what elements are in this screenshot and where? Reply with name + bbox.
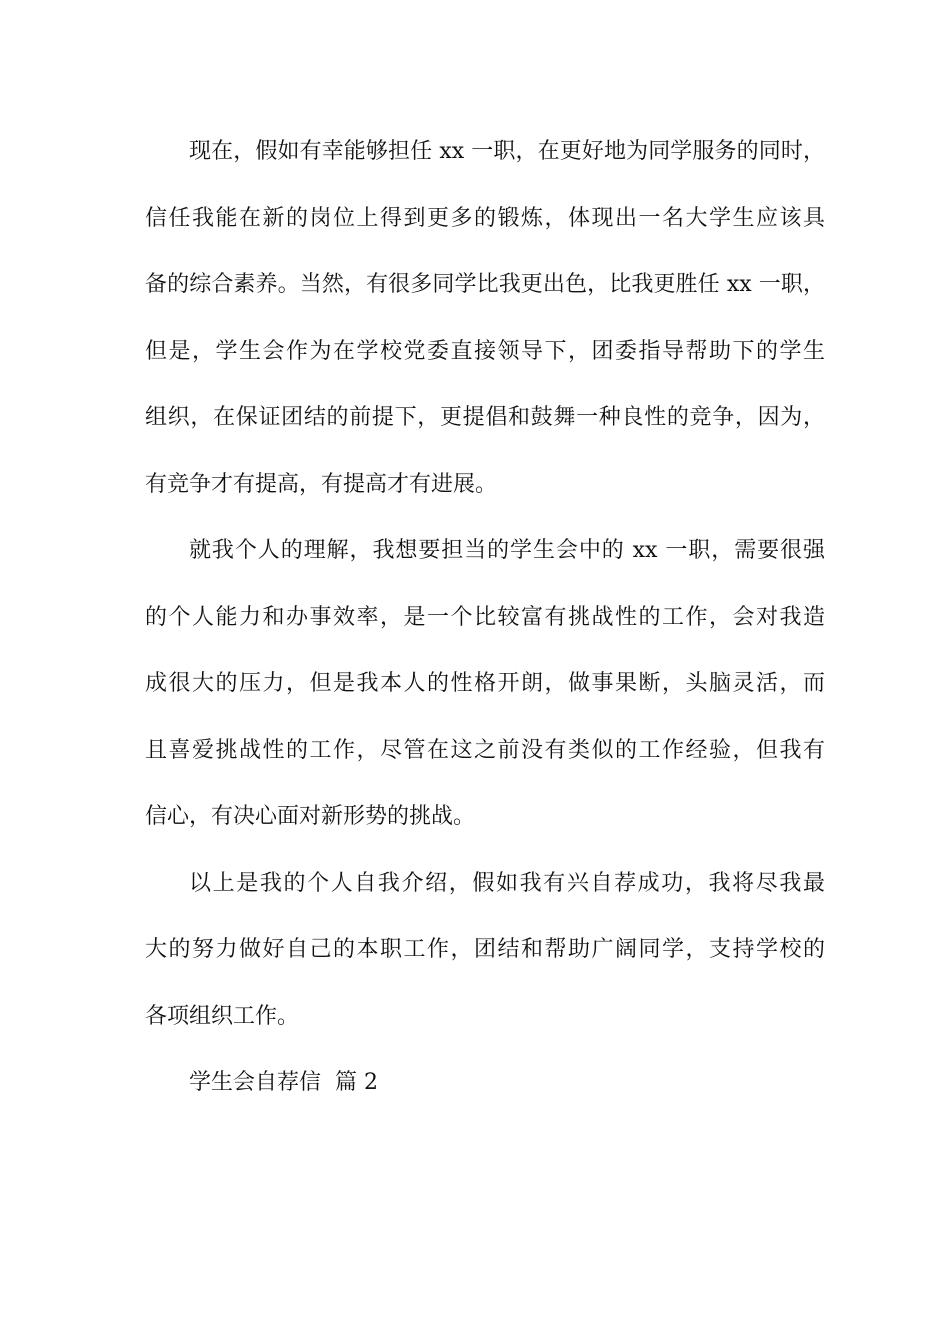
paragraph-line: 各项组织工作。 bbox=[145, 1003, 300, 1029]
document-body bbox=[145, 128, 825, 1126]
paragraph-line: 大的努力做好自己的本职工作，团结和帮助广阔同学，支持学校的 bbox=[145, 937, 825, 962]
paragraph-line: 现在，假如有幸能够担任 xx 一职，在更好地为同学服务的同时， bbox=[189, 139, 825, 164]
paragraph-line: 但是，学生会作为在学校党委直接领导下，团委指导帮助下的学生 bbox=[145, 338, 825, 364]
paragraph-line: 信任我能在新的岗位上得到更多的锻炼，体现出一名大学生应该具 bbox=[145, 205, 825, 231]
paragraph-line: 信心，有决心面对新形势的挑战。 bbox=[145, 804, 476, 829]
paragraph-line: 成很大的压力，但是我本人的性格开朗，做事果断，头脑灵活，而 bbox=[145, 671, 825, 696]
paragraph-line: 就我个人的理解，我想要担当的学生会中的 xx 一职，需要很强 bbox=[189, 538, 825, 563]
paragraph-line: 且喜爱挑战性的工作，尽管在这之前没有类似的工作经验，但我有 bbox=[145, 737, 825, 763]
paragraph-line: 以上是我的个人自我介绍，假如我有兴自荐成功，我将尽我最 bbox=[189, 870, 825, 896]
paragraph-3 bbox=[145, 860, 825, 1060]
paragraph-2 bbox=[145, 527, 825, 860]
paragraph-line: 组织，在保证团结的前提下，更提倡和鼓舞一种良性的竞争，因为， bbox=[145, 405, 825, 430]
paragraph-1 bbox=[145, 128, 825, 527]
paragraph-line: 备的综合素养。当然，有很多同学比我更出色，比我更胜任 xx 一职， bbox=[145, 272, 825, 297]
paragraph-line: 的个人能力和办事效率，是一个比较富有挑战性的工作，会对我造 bbox=[145, 604, 825, 630]
paragraph-line: 有竞争才有提高，有提高才有进展。 bbox=[145, 471, 498, 497]
section-heading: 学生会自荐信 篇 2 bbox=[189, 1070, 378, 1095]
